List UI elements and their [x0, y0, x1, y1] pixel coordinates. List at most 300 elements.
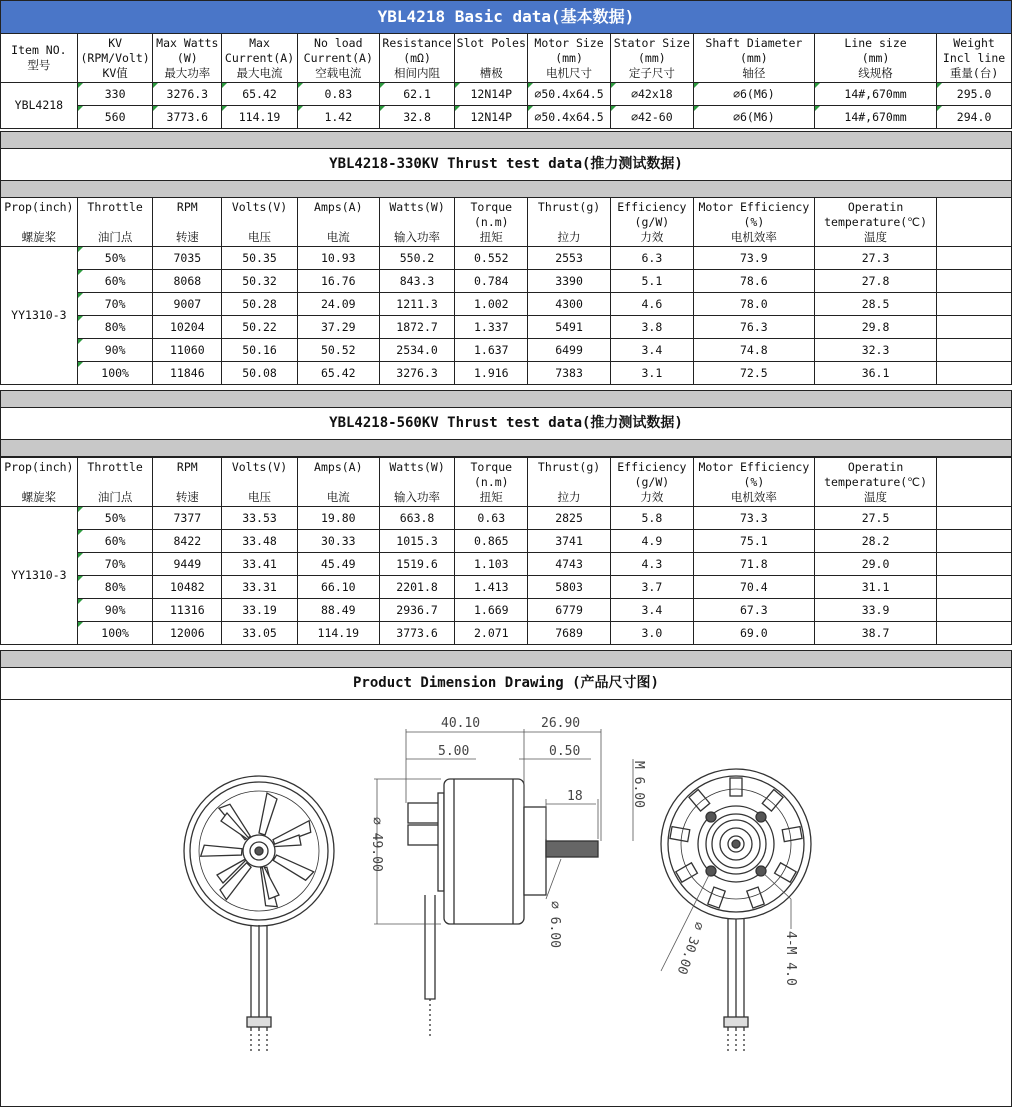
column-header — [937, 34, 1012, 83]
table-cell: 50.16 — [222, 339, 298, 362]
table-cell: 88.49 — [297, 599, 379, 622]
header-line: 电压 — [248, 229, 272, 244]
table-cell: 50.28 — [222, 293, 298, 316]
column-header — [610, 34, 693, 83]
table-cell: 10204 — [153, 316, 222, 339]
column-header — [153, 458, 222, 507]
table-cell: 2201.8 — [379, 576, 455, 599]
header-line — [528, 215, 610, 230]
header-line: No load — [314, 35, 363, 50]
drawing-title: Product Dimension Drawing (产品尺寸图) — [0, 667, 1012, 700]
table-cell: 33.41 — [222, 553, 298, 576]
header-line: 电流 — [326, 229, 350, 244]
table-cell: 5491 — [528, 316, 611, 339]
table-cell: 19.80 — [297, 507, 379, 530]
table-cell: 31.1 — [814, 576, 936, 599]
empty-cell — [937, 293, 1012, 316]
table-cell: 24.09 — [297, 293, 379, 316]
table-cell: 7377 — [153, 507, 222, 530]
table-cell: 12N14P — [455, 83, 528, 106]
table-row — [1, 530, 1012, 553]
table-cell: 1872.7 — [379, 316, 455, 339]
column-header — [297, 458, 379, 507]
basic-data-table — [0, 33, 1012, 129]
column-header — [222, 34, 298, 83]
header-line: Amps(A) — [314, 199, 363, 214]
header-line: (g/W) — [634, 474, 670, 489]
table-cell: 60% — [77, 270, 153, 293]
column-header — [528, 458, 611, 507]
table-cell: ⌀6(M6) — [693, 106, 814, 129]
column-header — [297, 198, 379, 247]
table-cell: 1.916 — [455, 362, 528, 385]
prop-cell: YY1310-3 — [1, 507, 78, 645]
table-cell: 33.53 — [222, 507, 298, 530]
header-line: 最大电流 — [236, 65, 283, 80]
table-cell: 33.05 — [222, 622, 298, 645]
header-line: (mm) — [555, 50, 583, 65]
table-cell: 560 — [77, 106, 153, 129]
table-cell: ⌀50.4x64.5 — [528, 83, 611, 106]
table-cell: 9007 — [153, 293, 222, 316]
header-line: (%) — [743, 474, 765, 489]
header-line: (mm) — [861, 50, 890, 65]
table-cell: 7689 — [528, 622, 611, 645]
header-line: Motor Efficiency — [698, 459, 810, 474]
table-cell: 27.3 — [814, 247, 936, 270]
header-line — [78, 475, 153, 490]
header-line: 拉力 — [557, 229, 581, 244]
dim-thread-length: 18 — [567, 789, 583, 804]
table-cell: 73.9 — [693, 247, 814, 270]
header-line: 温度 — [864, 229, 888, 244]
table-cell: ⌀42x18 — [610, 83, 693, 106]
empty-cell — [937, 247, 1012, 270]
header-line: 力效 — [640, 489, 664, 504]
table-row — [1, 293, 1012, 316]
dim-shaft-length: 26.90 — [541, 716, 581, 731]
table-cell: 4.6 — [610, 293, 693, 316]
header-line: Current(A) — [303, 50, 373, 65]
header-line: Max Watts — [156, 35, 219, 50]
table-cell: 66.10 — [297, 576, 379, 599]
table-cell: 4.9 — [610, 530, 693, 553]
table-cell: 330 — [77, 83, 153, 106]
table-row — [1, 622, 1012, 645]
separator-bar — [0, 390, 1012, 408]
header-line — [455, 51, 527, 66]
table-row — [1, 247, 1012, 270]
table-cell: 4.3 — [610, 553, 693, 576]
table-cell: 38.7 — [814, 622, 936, 645]
dim-mount-dia: ⌀ 30.00 — [673, 919, 707, 977]
test-560-title: YBL4218-560KV Thrust test data(推力测试数据) — [0, 407, 1012, 440]
thrust-table-330kv — [0, 197, 1012, 385]
header-line: Watts(W) — [389, 199, 445, 214]
table-cell: 67.3 — [693, 599, 814, 622]
header-line: (n.m) — [473, 214, 509, 229]
table-cell: 0.784 — [455, 270, 528, 293]
header-line: Operatin — [847, 199, 904, 214]
table-cell: 5803 — [528, 576, 611, 599]
table-cell: 3390 — [528, 270, 611, 293]
table-cell: 6779 — [528, 599, 611, 622]
header-line: Shaft Diameter — [705, 35, 803, 50]
empty-cell — [937, 507, 1012, 530]
table-cell: 50% — [77, 247, 153, 270]
table-cell: 12006 — [153, 622, 222, 645]
table-cell: 100% — [77, 622, 153, 645]
header-line — [528, 475, 610, 490]
empty-cell — [937, 316, 1012, 339]
header-line: 温度 — [864, 489, 888, 504]
empty-header-cell — [937, 458, 1012, 507]
column-header — [379, 34, 455, 83]
column-header — [610, 458, 693, 507]
header-line: Prop(inch) — [4, 459, 74, 474]
empty-cell — [937, 576, 1012, 599]
column-header — [814, 458, 936, 507]
table-cell: 4300 — [528, 293, 611, 316]
table-cell: 5.1 — [610, 270, 693, 293]
header-line: (n.m) — [473, 474, 509, 489]
dim-body-dia: ⌀ 49.00 — [369, 817, 384, 872]
header-line — [298, 475, 379, 490]
table-cell: 70% — [77, 553, 153, 576]
table-cell: 37.29 — [297, 316, 379, 339]
header-line: (g/W) — [634, 214, 670, 229]
header-line: 拉力 — [557, 489, 581, 504]
header-line: Watts(W) — [389, 459, 445, 474]
header-line: Throttle — [87, 199, 143, 214]
header-line: Volts(V) — [231, 459, 288, 474]
table-cell: 27.8 — [814, 270, 936, 293]
table-cell: 12N14P — [455, 106, 528, 129]
table-cell: 65.42 — [297, 362, 379, 385]
separator-bar — [0, 650, 1012, 668]
table-cell: 27.5 — [814, 507, 936, 530]
header-line: 输入功率 — [394, 229, 441, 244]
header-line: Throttle — [87, 459, 143, 474]
table-cell: 295.0 — [937, 83, 1012, 106]
header-line: Line size — [844, 35, 907, 50]
table-cell: 2534.0 — [379, 339, 455, 362]
header-line: 重量(台) — [949, 65, 999, 80]
table-cell: 80% — [77, 316, 153, 339]
empty-cell — [937, 362, 1012, 385]
column-header — [455, 458, 528, 507]
table-cell: 11316 — [153, 599, 222, 622]
column-header — [814, 198, 936, 247]
header-row — [1, 34, 1012, 83]
table-cell: 4743 — [528, 553, 611, 576]
header-line: Motor Efficiency — [698, 199, 810, 214]
separator-bar — [0, 131, 1012, 149]
dim-mount-screw: 4-M 4.0 — [783, 931, 798, 986]
table-cell: 1.337 — [455, 316, 528, 339]
header-line: (%) — [743, 214, 765, 229]
table-cell: 73.3 — [693, 507, 814, 530]
table-cell: 28.2 — [814, 530, 936, 553]
header-line: 相间内阻 — [394, 65, 441, 80]
table-cell: 8422 — [153, 530, 222, 553]
column-header — [814, 34, 936, 83]
table-cell: 1.637 — [455, 339, 528, 362]
prop-cell: YY1310-3 — [1, 247, 78, 385]
header-line — [298, 215, 379, 230]
table-cell: 36.1 — [814, 362, 936, 385]
table-cell: 7035 — [153, 247, 222, 270]
table-cell: 3773.6 — [153, 106, 222, 129]
header-line: 扭矩 — [479, 489, 503, 504]
dimension-drawing — [0, 699, 1012, 1107]
table-cell: 28.5 — [814, 293, 936, 316]
table-cell: 7383 — [528, 362, 611, 385]
table-cell: 72.5 — [693, 362, 814, 385]
table-cell: 0.83 — [297, 83, 379, 106]
header-line: Efficiency — [617, 199, 687, 214]
table-cell: 3.8 — [610, 316, 693, 339]
table-cell: 1.669 — [455, 599, 528, 622]
column-header — [528, 34, 611, 83]
table-cell: 62.1 — [379, 83, 455, 106]
header-line — [153, 215, 221, 230]
dim-length-total: 40.10 — [441, 716, 481, 731]
table-row — [1, 339, 1012, 362]
table-cell: 9449 — [153, 553, 222, 576]
column-header — [77, 458, 153, 507]
header-line — [222, 215, 297, 230]
table-cell: 50.52 — [297, 339, 379, 362]
empty-cell — [937, 622, 1012, 645]
table-cell: 33.19 — [222, 599, 298, 622]
table-cell: 10.93 — [297, 247, 379, 270]
table-cell: 50.22 — [222, 316, 298, 339]
table-cell: 5.8 — [610, 507, 693, 530]
front-view — [184, 776, 334, 1054]
header-line: Incl line — [942, 50, 1006, 65]
table-row — [1, 316, 1012, 339]
table-cell: 6499 — [528, 339, 611, 362]
empty-cell — [937, 530, 1012, 553]
table-cell: 50.32 — [222, 270, 298, 293]
header-line: 空载电流 — [315, 65, 362, 80]
table-cell: 29.0 — [814, 553, 936, 576]
table-cell: 90% — [77, 339, 153, 362]
header-row — [1, 198, 1012, 247]
column-header — [455, 198, 528, 247]
empty-cell — [937, 553, 1012, 576]
table-cell: 1.002 — [455, 293, 528, 316]
table-cell: 50.35 — [222, 247, 298, 270]
header-line: Slot Poles — [456, 35, 526, 50]
empty-cell — [937, 599, 1012, 622]
header-line: Operatin — [847, 459, 904, 474]
table-cell: 10482 — [153, 576, 222, 599]
header-line: KV — [108, 35, 123, 50]
table-cell: 50% — [77, 507, 153, 530]
header-line: 电压 — [248, 489, 272, 504]
table-cell: 294.0 — [937, 106, 1012, 129]
table-cell: 8068 — [153, 270, 222, 293]
header-line — [153, 475, 221, 490]
header-line: 电流 — [326, 489, 350, 504]
table-cell: 78.6 — [693, 270, 814, 293]
table-cell: 50.08 — [222, 362, 298, 385]
dim-gap: 0.50 — [549, 744, 581, 759]
table-cell: 69.0 — [693, 622, 814, 645]
table-row — [1, 507, 1012, 530]
header-line: RPM — [176, 459, 198, 474]
header-line: 输入功率 — [394, 489, 441, 504]
dim-shaft-dia: ⌀ 6.00 — [547, 901, 562, 948]
table-cell: 32.3 — [814, 339, 936, 362]
header-line — [1, 215, 77, 230]
table-cell: 550.2 — [379, 247, 455, 270]
header-line: Torque — [470, 199, 513, 214]
header-line: 转速 — [175, 229, 199, 244]
column-header — [610, 198, 693, 247]
table-cell: 70% — [77, 293, 153, 316]
column-header — [693, 34, 814, 83]
table-cell: 1015.3 — [379, 530, 455, 553]
table-cell: 80% — [77, 576, 153, 599]
header-line: 电机尺寸 — [546, 65, 593, 80]
header-line: 定子尺寸 — [628, 65, 675, 80]
header-line: Torque — [470, 459, 513, 474]
table-cell: 60% — [77, 530, 153, 553]
table-cell: 11846 — [153, 362, 222, 385]
header-line: Max — [249, 35, 270, 50]
table-cell: ⌀50.4x64.5 — [528, 106, 611, 129]
table-cell: 1211.3 — [379, 293, 455, 316]
header-line: Amps(A) — [314, 459, 363, 474]
rear-view — [661, 769, 811, 1054]
table-cell: 3.1 — [610, 362, 693, 385]
thrust-table-560kv — [0, 457, 1012, 645]
header-line: Efficiency — [617, 459, 687, 474]
header-line: Current(A) — [224, 50, 295, 65]
table-cell: 3276.3 — [153, 83, 222, 106]
separator-bar — [0, 180, 1012, 198]
table-row — [1, 553, 1012, 576]
header-line: 槽极 — [479, 65, 503, 80]
header-line: 轴径 — [742, 65, 766, 80]
table-cell: 30.33 — [297, 530, 379, 553]
table-cell: 14#,670mm — [814, 106, 936, 129]
header-row — [1, 458, 1012, 507]
header-line: 螺旋桨 — [21, 229, 57, 244]
header-line: 扭矩 — [479, 229, 503, 244]
table-cell: 3773.6 — [379, 622, 455, 645]
table-cell: 71.8 — [693, 553, 814, 576]
header-line — [78, 215, 153, 230]
column-header — [222, 198, 298, 247]
header-line: Thrust(g) — [537, 459, 601, 474]
table-cell: 6.3 — [610, 247, 693, 270]
table-cell: 3276.3 — [379, 362, 455, 385]
table-cell: 0.63 — [455, 507, 528, 530]
table-cell: 663.8 — [379, 507, 455, 530]
column-header — [222, 458, 298, 507]
table-cell: 2553 — [528, 247, 611, 270]
basic-data-title: YBL4218 Basic data(基本数据) — [0, 0, 1012, 34]
header-line: Motor Size — [534, 35, 604, 50]
column-header — [1, 198, 78, 247]
column-header — [77, 34, 153, 83]
table-cell: 33.31 — [222, 576, 298, 599]
table-cell: 32.8 — [379, 106, 455, 129]
header-line: 油门点 — [97, 489, 133, 504]
table-cell: 843.3 — [379, 270, 455, 293]
table-cell: 76.3 — [693, 316, 814, 339]
table-cell: 2825 — [528, 507, 611, 530]
table-row — [1, 576, 1012, 599]
header-line — [1, 475, 77, 490]
column-header — [455, 34, 528, 83]
table-row — [1, 599, 1012, 622]
column-header — [77, 198, 153, 247]
table-cell: 0.865 — [455, 530, 528, 553]
table-cell: 90% — [77, 599, 153, 622]
table-cell: ⌀6(M6) — [693, 83, 814, 106]
header-line: Prop(inch) — [4, 199, 74, 214]
table-cell: 16.76 — [297, 270, 379, 293]
header-line: (W) — [176, 50, 198, 65]
table-cell: 14#,670mm — [814, 83, 936, 106]
table-cell: 2.071 — [455, 622, 528, 645]
header-line: Stator Size — [613, 35, 690, 50]
header-line: temperature(℃) — [824, 474, 928, 489]
column-header — [693, 198, 814, 247]
table-cell: 3.4 — [610, 599, 693, 622]
column-header — [153, 198, 222, 247]
table-cell: 1.42 — [297, 106, 379, 129]
header-line: Item NO. — [11, 43, 67, 57]
header-line: (mm) — [638, 50, 666, 65]
column-header — [379, 458, 455, 507]
table-cell: 70.4 — [693, 576, 814, 599]
header-line: 力效 — [640, 229, 664, 244]
table-cell: 2936.7 — [379, 599, 455, 622]
side-view — [369, 716, 646, 1039]
dim-thread: M 6.00 — [631, 761, 646, 808]
header-line: (RPM/Volt) — [80, 50, 150, 65]
empty-header-cell — [937, 198, 1012, 247]
table-cell: 1.103 — [455, 553, 528, 576]
header-line: 电机效率 — [730, 489, 777, 504]
header-line: 转速 — [175, 489, 199, 504]
table-row — [1, 83, 1012, 106]
table-cell: 3.7 — [610, 576, 693, 599]
empty-cell — [937, 270, 1012, 293]
header-line: temperature(℃) — [824, 214, 928, 229]
header-line: 螺旋桨 — [21, 489, 57, 504]
header-line: KV值 — [102, 65, 128, 80]
table-cell: 114.19 — [222, 106, 298, 129]
test-330-title: YBL4218-330KV Thrust test data(推力测试数据) — [0, 148, 1012, 181]
table-cell: 11060 — [153, 339, 222, 362]
table-cell: 45.49 — [297, 553, 379, 576]
header-line: Thrust(g) — [537, 199, 601, 214]
column-header — [693, 458, 814, 507]
table-cell: 33.48 — [222, 530, 298, 553]
header-line: Weight — [953, 35, 995, 50]
header-line: 电机效率 — [730, 229, 777, 244]
header-line: (mΩ) — [403, 50, 431, 65]
header-line: 油门点 — [97, 229, 133, 244]
header-line: 型号 — [27, 58, 51, 72]
